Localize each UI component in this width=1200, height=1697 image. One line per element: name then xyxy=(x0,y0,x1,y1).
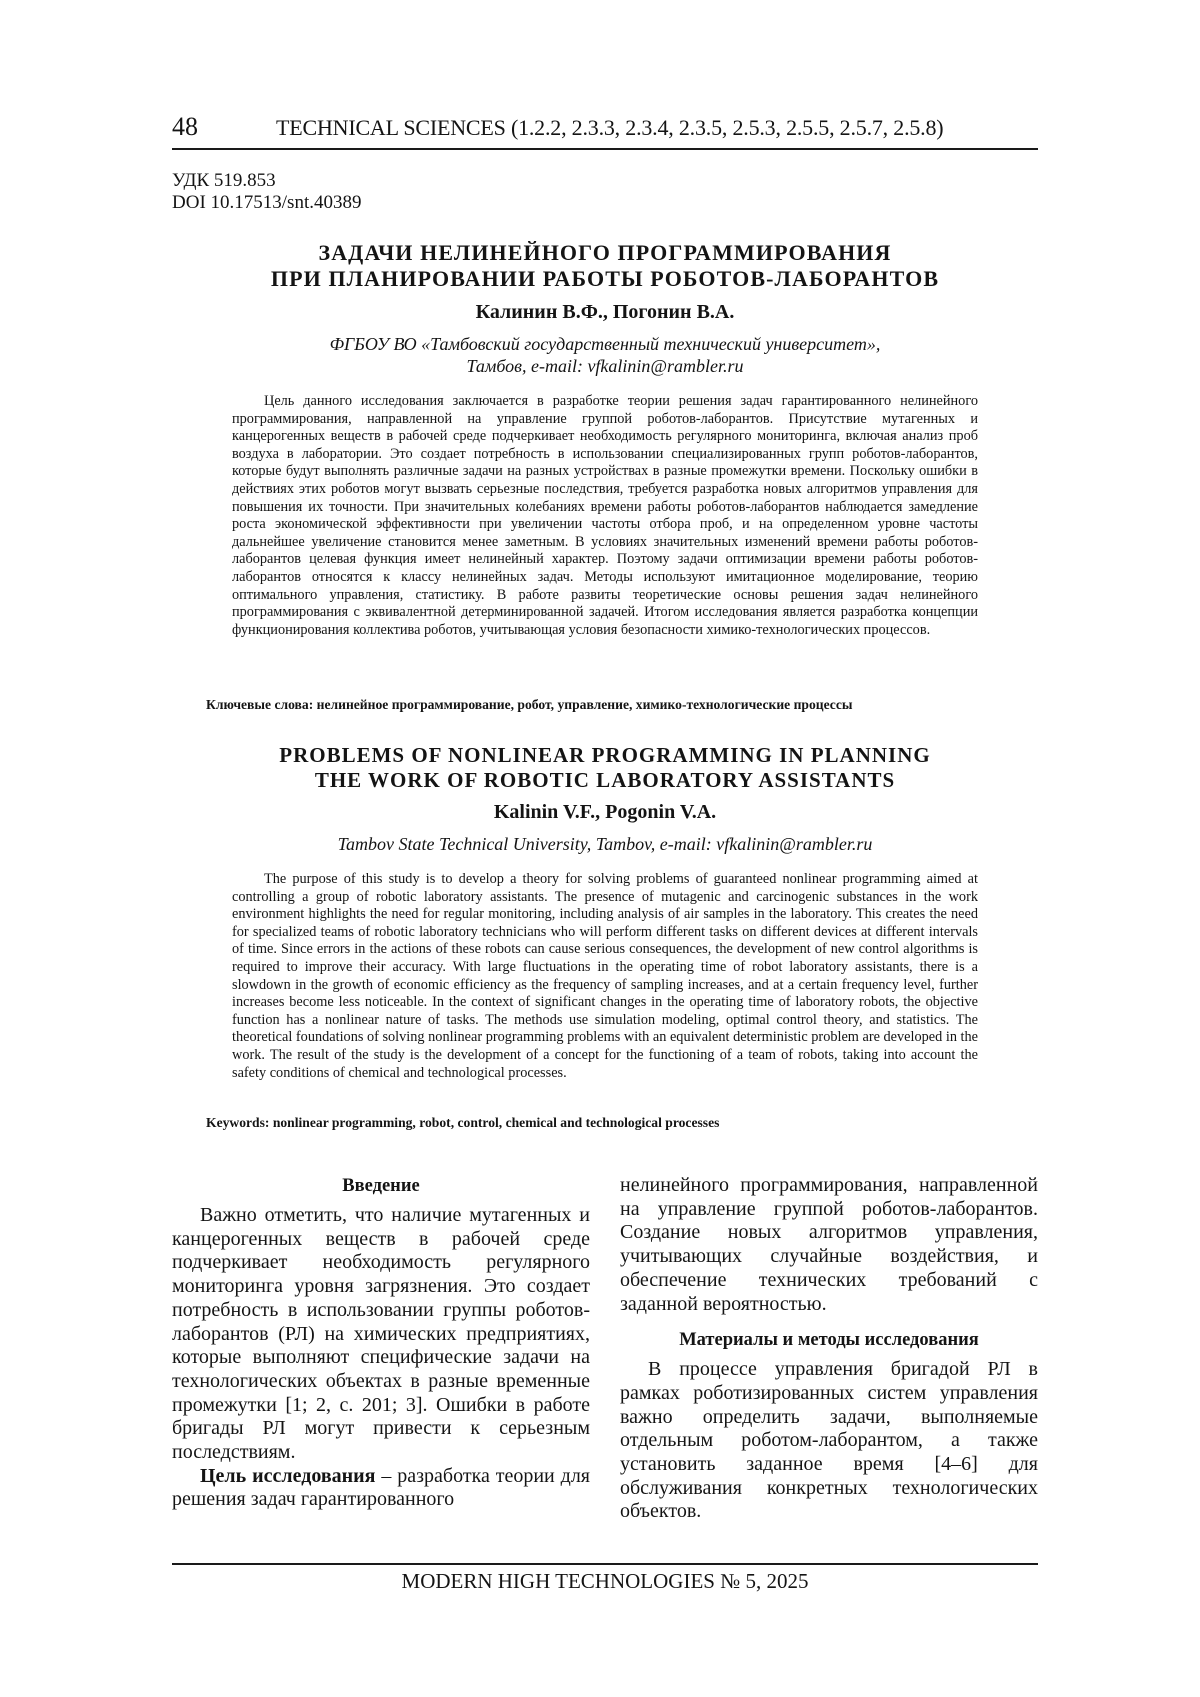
methods-paragraph: В процессе управления бригадой РЛ в рамках роботизированных систем управления важно определить задачи, выполняемые отдельным роботом-лаборантом, а также установить заданное время [4–6] для обслуживания конкретных технологических объектов. xyxy=(620,1358,1038,1523)
journal-sections: TECHNICAL SCIENCES (1.2.2, 2.3.3, 2.3.4, 2.3.5, 2.5.3, 2.5.5, 2.5.7, 2.5.8) xyxy=(276,115,944,140)
affiliation-en: Tambov State Technical University, Tambov, e-mail: vfkalinin@rambler.ru xyxy=(337,834,873,854)
title-ru-line2: ПРИ ПЛАНИРОВАНИИ РАБОТЫ РОБОТОВ-ЛАБОРАНТОВ xyxy=(270,266,940,291)
running-header xyxy=(172,112,1038,150)
abstract-ru: Цель данного исследования заключается в разработке теории решения задач гарантированного нелинейного программирования, направленной на управление группой роботов-лаборантов. Присутствие мутагенных и канцерогенных веществ в рабочей среде подчеркивает необходимость регулярного мониторинга, включая анализ проб воздуха в лаборатории. Это создает потребность в использовании специализированных групп роботов-лаборантов, которые будут выполнять различные задачи на разных устройствах в разные промежутки времени. Поскольку ошибки в действиях этих роботов могут вызвать серьезные последствия, требуется разработка новых алгоритмов управления для повышения их точности. При значительных колебаниях времени работы роботов-лаборантов наблюдается замедление роста экономической эффективности при увеличении частоты отбора проб, и на определенном уровне частоты дальнейшее увеличение становится менее заметным. В условиях значительных изменений времени работы роботов-лаборантов целевая функция имеет нелинейный характер. Поэтому задачи оптимизации времени работы роботов-лаборантов относятся к классу нелинейных задач. Методы используют имитационное моделирование, теорию оптимального управления, статистику. В работе развиты теоретические основы решения задач нелинейного программирования с эквивалентной детерминированной задачей. Итогом исследования является разработка концепции функционирования коллектива роботов, учитывающая условия безопасности химико-технологических процессов. xyxy=(232,393,978,638)
article-title-en xyxy=(172,743,1038,793)
section-heading-methods: Материалы и методы исследования xyxy=(679,1330,979,1351)
body-column-left xyxy=(172,1174,590,1512)
abstract-en: The purpose of this study is to develop a theory for solving problems of guaranteed nonlinear programming aimed at controlling a group of robotic laboratory assistants. The presence of mutagenic and carcinogenic substances in the work environment highlights the need for regular monitoring, including analysis of air samples in the laboratory. This creates the need for specialized teams of robotic laboratory technicians who will perform different tasks on different devices at different intervals of time. Since errors in the actions of these robots can cause serious consequences, the development of new control algorithms is required to improve their accuracy. With large fluctuations in the operating time of robot laboratory assistants, there is a slowdown in the growth of economic efficiency as the frequency of sampling increases, and at a certain frequency level, further increases become less noticeable. In the context of significant changes in the operating time of laboratory robots, the objective function has a nonlinear nature of tasks. The methods use simulation modeling, optimal control theory, and statistics. The theoretical foundations of solving nonlinear programming problems with an equivalent deterministic problem are developed in the work. The result of the study is the development of a concept for the functioning of a team of robots, taking into account the safety conditions of chemical and technological processes. xyxy=(232,871,979,1081)
intro-paragraph: Важно отметить, что наличие мутагенных и канцерогенных веществ в рабочей среде подчеркивает необходимость регулярного мониторинга уровня загрязнения. Это создает потребность в использовании группы роботов-лаборантов (РЛ) на химических предприятиях, которые выполняют специфические задачи на технологических объектах в разные временные промежутки [1; 2, с. 201; 3]. Ошибки в работе бригады РЛ могут привести к серьезным последствиям. xyxy=(172,1204,590,1464)
goal-label: Цель исследования xyxy=(200,1464,376,1487)
affiliation-ru-line2: Тамбов, e-mail: vfkalinin@rambler.ru xyxy=(466,356,744,376)
goal-text: – разработка теории для решения задач гарантированного xyxy=(172,1464,590,1511)
title-en-line2: THE WORK OF ROBOTIC LABORATORY ASSISTANTS xyxy=(314,768,896,792)
affiliation-ru xyxy=(172,333,1038,377)
goal-paragraph-continued: нелинейного программирования, направленной на управление группой роботов-лаборантов. Создание новых алгоритмов управления, учитывающих случайные воздействия, и обеспечение технических требований с заданной вероятностью. xyxy=(620,1174,1038,1315)
authors-en: Kalinin V.F., Pogonin V.A. xyxy=(493,801,717,823)
article-meta xyxy=(172,170,361,214)
section-heading-introduction: Введение xyxy=(342,1176,420,1196)
keywords-en: Keywords: nonlinear programming, robot, control, chemical and technological processes xyxy=(206,1115,720,1130)
udc-code: УДК 519.853 xyxy=(172,170,276,191)
title-en-line1: PROBLEMS OF NONLINEAR PROGRAMMING IN PLANNING xyxy=(279,743,931,767)
authors-ru: Калинин В.Ф., Погонин В.А. xyxy=(475,301,735,323)
doi: DOI 10.17513/snt.40389 xyxy=(172,192,362,213)
body-column-right xyxy=(620,1174,1038,1524)
keywords-ru: Ключевые слова: нелинейное программирование, робот, управление, химико-технологические процессы xyxy=(206,697,853,712)
article-title-ru xyxy=(172,240,1038,292)
page-number: 48 xyxy=(172,112,198,141)
goal-paragraph xyxy=(172,1465,590,1512)
title-ru-line1: ЗАДАЧИ НЕЛИНЕЙНОГО ПРОГРАММИРОВАНИЯ xyxy=(318,240,892,265)
affiliation-ru-line1: ФГБОУ ВО «Тамбовский государственный технический университет», xyxy=(329,334,881,354)
journal-footer: MODERN HIGH TECHNOLOGIES № 5, 2025 xyxy=(172,1563,1038,1594)
